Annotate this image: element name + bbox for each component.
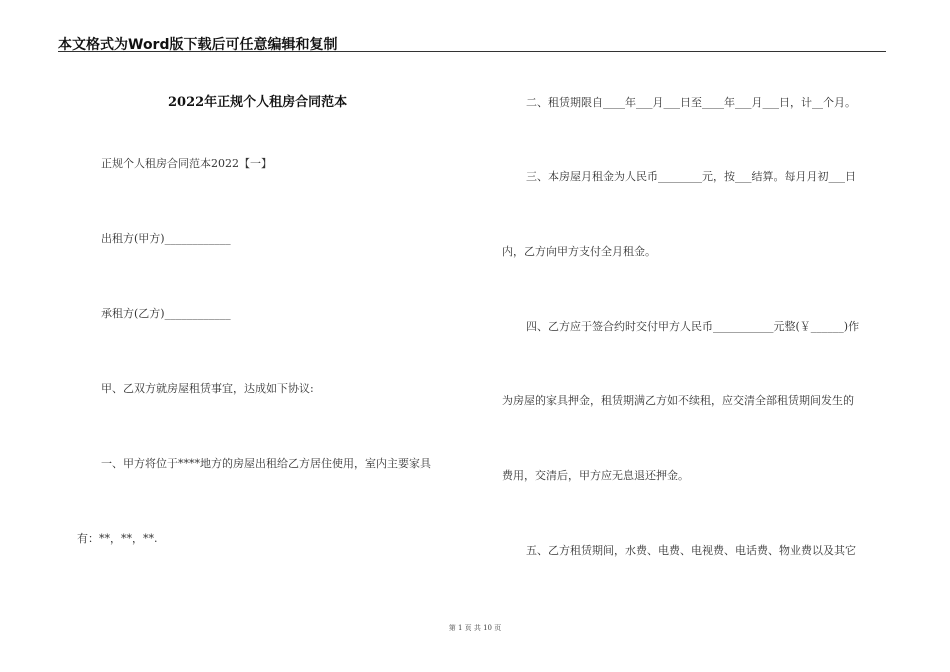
- left-paragraph-3: 承租方(乙方)____________: [101, 307, 231, 320]
- right-paragraph-6: 费用，交清后，甲方应无息退还押金。: [502, 469, 689, 482]
- left-paragraph-1: 正规个人租房合同范本2022【一】: [101, 157, 272, 170]
- left-paragraph-5: 一、甲方将位于****地方的房屋出租给乙方居住使用，室内主要家具: [101, 457, 431, 470]
- document-header: 本文格式为Word版下载后可任意编辑和复制: [58, 37, 338, 53]
- right-paragraph-2: 三、本房屋月租金为人民币________元，按___结算。每月月初___日: [526, 170, 856, 183]
- page-number: 第 1 页 共 10 页: [448, 624, 502, 632]
- left-paragraph-4: 甲、乙双方就房屋租赁事宜，达成如下协议:: [101, 382, 314, 395]
- right-paragraph-1: 二、租赁期限自____年___月___日至____年___月___日，计__个月。: [526, 96, 856, 109]
- document-title: 2022年正规个人租房合同范本: [168, 95, 348, 110]
- header-divider: [58, 51, 886, 52]
- right-paragraph-7: 五、乙方租赁期间，水费、电费、电视费、电话费、物业费以及其它: [526, 544, 856, 557]
- right-paragraph-5: 为房屋的家具押金，租赁期满乙方如不续租，应交清全部租赁期间发生的: [502, 394, 854, 407]
- right-paragraph-4: 四、乙方应于签合约时交付甲方人民币___________元整(￥______)作: [526, 320, 860, 333]
- left-paragraph-2: 出租方(甲方)____________: [101, 232, 231, 245]
- right-paragraph-3: 内，乙方向甲方支付全月租金。: [502, 245, 656, 258]
- left-paragraph-6: 有：**，**，**.: [77, 532, 158, 545]
